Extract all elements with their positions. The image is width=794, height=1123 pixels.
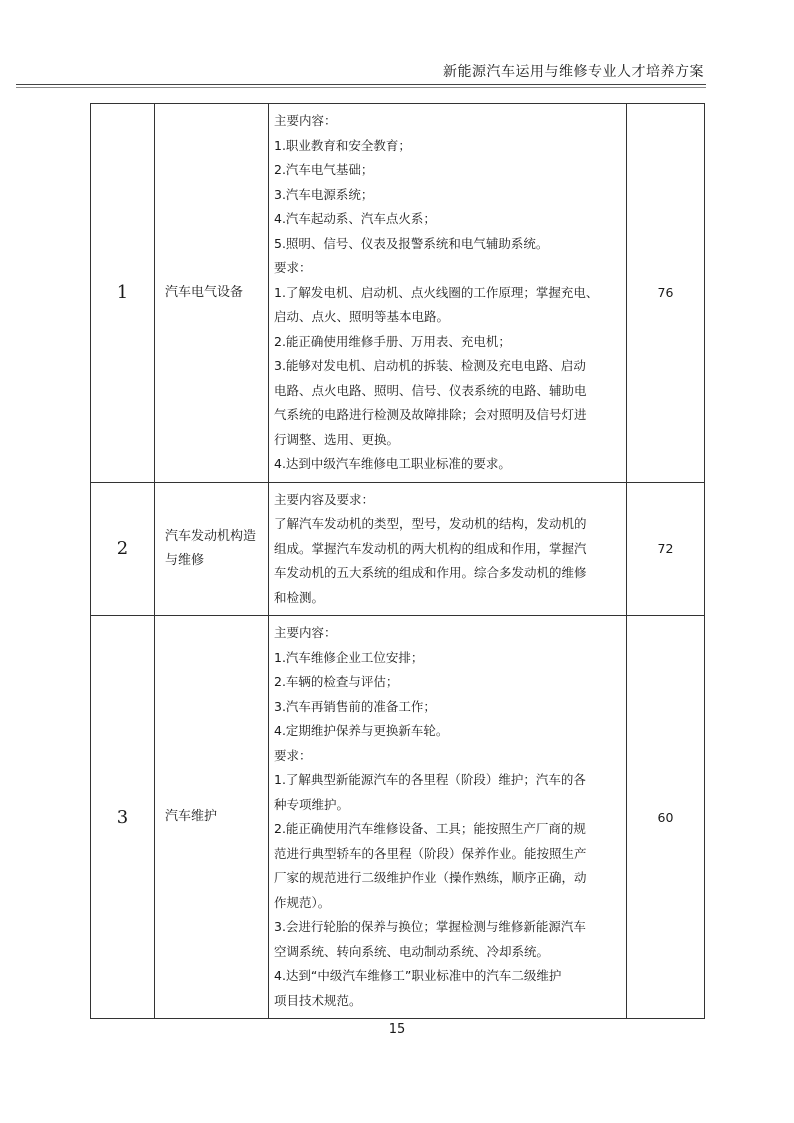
content-line: 1.了解典型新能源汽车的各里程（阶段）维护；汽车的各 [274,772,586,787]
content-line: 车发动机的五大系统的组成和作用。综合多发动机的维修 [274,565,587,580]
content-line: 3.会进行轮胎的保养与换位；掌握检测与维修新能源汽车 [274,919,586,934]
content-line: 电路、点火电路、照明、信号、仪表系统的电路、辅助电 [274,382,587,398]
content-line: 范进行典型轿车的各里程（阶段）保养作业。能按照生产 [274,845,587,861]
content-line: 1.了解发电机、启动机、点火线圈的工作原理；掌握充电、 [274,284,599,300]
content-line: 厂家的规范进行二级维护作业（操作熟练，顺序正确，动 [274,870,587,885]
content-line: 2.车辆的检查与评估； [274,674,399,689]
content-line: 和检测。 [274,589,325,605]
content-line: 4.定期维护保养与更换新车轮。 [274,723,449,738]
content-line: 主要内容及要求： [274,491,375,507]
content-line: 4.达到“中级汽车维修工”职业标准中的汽车二级维护 [274,968,562,983]
course-content [269,482,627,616]
header-divider [16,84,706,85]
row-index: 3 [91,616,155,1019]
row-index: 2 [91,482,155,616]
header-divider-secondary [16,87,706,88]
content-line: 要求： [274,260,312,275]
content-line: 行调整、选用、更换。 [274,431,400,447]
course-name: 汽车电气设备 [155,104,269,483]
course-content [269,104,627,483]
document-header-title: 新能源汽车运用与维修专业人才培养方案 [443,64,704,80]
content-line: 4.汽车起动系、汽车点火系； [274,211,436,226]
row-index: 1 [91,104,155,483]
table-row [91,482,705,616]
content-line: 项目技术规范。 [274,992,362,1008]
content-line: 了解汽车发动机的类型，型号，发动机的结构，发动机的 [274,516,587,531]
content-line: 空调系统、转向系统、电动制动系统、冷却系统。 [274,943,550,959]
content-line: 组成。掌握汽车发动机的两大机构的组成和作用，掌握汽 [274,540,587,556]
content-line: 3.能够对发电机、启动机的拆装、检测及充电电路、启动 [274,358,586,373]
course-content [269,616,627,1019]
content-line: 种专项维护。 [274,796,350,812]
content-line: 气系统的电路进行检测及故障排除；会对照明及信号灯进 [274,407,587,422]
content-line: 要求： [274,747,312,763]
course-hours: 72 [627,482,705,616]
content-line: 启动、点火、照明等基本电路。 [274,309,450,324]
page-number: 15 [388,1022,406,1037]
content-line: 1.汽车维修企业工位安排； [274,649,424,665]
table-row [91,616,705,1019]
content-line: 主要内容： [274,113,337,128]
content-line: 3.汽车电源系统； [274,186,374,202]
course-hours: 60 [627,616,705,1019]
content-line: 5.照明、信号、仪表及报警系统和电气辅助系统。 [274,235,549,251]
content-line: 1.职业教育和安全教育； [274,137,411,153]
content-line: 主要内容： [274,625,337,640]
content-line: 4.达到中级汽车维修电工职业标准的要求。 [274,456,511,471]
content-line: 3.汽车再销售前的准备工作； [274,698,436,714]
content-line: 2.能正确使用汽车维修设备、工具；能按照生产厂商的规 [274,821,586,836]
course-table [90,103,705,1019]
content-line: 作规范）。 [274,894,331,910]
content-line: 2.能正确使用维修手册、万用表、充电机； [274,333,511,349]
course-name: 汽车维护 [155,616,269,1019]
table-row [91,104,705,483]
course-name: 汽车发动机构造与维修 [155,482,269,616]
course-hours: 76 [627,104,705,483]
content-line: 2.汽车电气基础； [274,162,374,177]
